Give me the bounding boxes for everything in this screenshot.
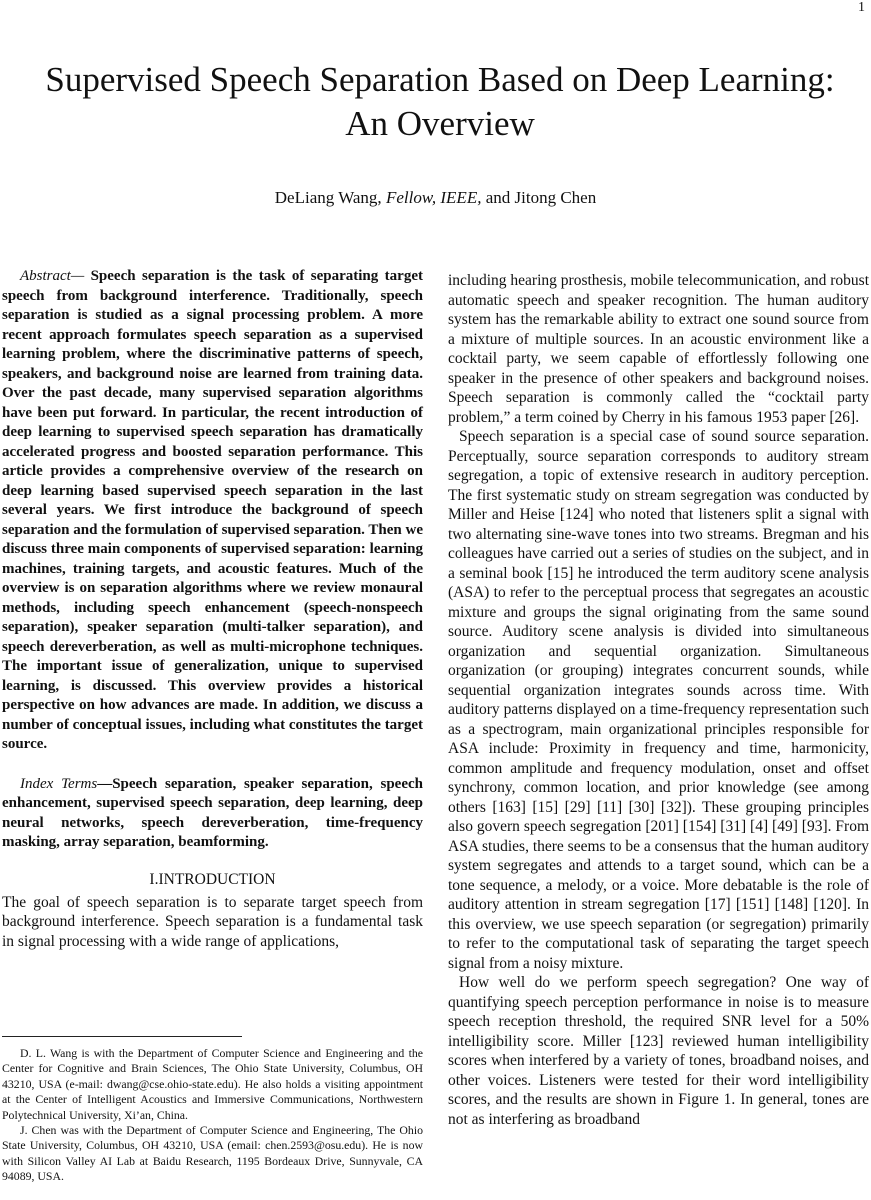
author-fellow: Fellow, IEEE, [385,188,482,207]
author-names: DeLiang Wang, [274,188,382,207]
right-column [448,271,869,1129]
author-names-second: and Jitong Chen [485,188,597,207]
footnote-chen: J. Chen was with the Department of Computer Science and Engineering, The Ohio State University, Columbus, OH 43210, USA (email: chen.2593@osu.edu). He is now with Silicon Valley AI Lab at Baidu Research, 1195 Bordeaux Drive, Sunnyvale, CA 94089, USA. [2,1123,423,1184]
intro-paragraph-performance: How well do we perform speech segregation? One way of quantifying speech perception performance in noise is to measure speech reception threshold, the required SNR level for a 50% intelligibility score. Miller [123] reviewed human intelligibility scores when interfered by a variety of tones, broadband noises, and other voices. Listeners were tested for their word intelligibility scores, and the results are shown in Figure 1. In general, tones are not as interfering as broadband [448,974,869,1128]
index-terms-text: —Speech separation, speaker separation, speech enhancement, supervised speech separation, deep learning, deep neural networks, speech dereverberation, time-frequency masking, array separation, beamforming. [2,775,423,850]
abstract [2,267,423,755]
index-terms [2,775,423,853]
intro-paragraph-continued: including hearing prosthesis, mobile telecommunication, and robust automatic speech and speaker recognition. The human auditory system has the remarkable ability to extract one sound source from a mixture of multiple sources. In an acoustic environment like a cocktail party, we seem capable of effortlessly following one speaker in the presence of other speakers and background noises. Speech separation is commonly called the “cocktail party problem,” a term coined by Cherry in his famous 1953 paper [26]. [448,272,869,426]
footnote-wang: D. L. Wang is with the Department of Computer Science and Engineering and the Center for Cognitive and Brain Sciences, The Ohio State University, Columbus, OH 43210, USA (e-mail: dwang@cse.ohio-state.edu). He also holds a visiting appointment at the Center of Intelligent Acoustics and Immersive Communications, Northwestern Polytechnical University, Xi’an, China. [2,1046,423,1122]
footnote-divider [2,1036,242,1037]
footnotes [2,1046,423,1185]
left-column [2,267,423,951]
intro-paragraph-start: The goal of speech separation is to separate target speech from background interference. Speech separation is a fundamental task in signal processing with a wide range of applications, [2,893,423,950]
section-heading-introduction: I.INTRODUCTION [149,870,276,888]
abstract-label: Abstract— [20,268,85,284]
intro-paragraph-asa: Speech separation is a special case of sound source separation. Perceptually, source separation corresponds to auditory stream segregation, a topic of extensive research in auditory perception. The first systematic study on stream segregation was conducted by Miller and Heise [124] who noted that listeners split a signal with two alternating sine-wave tones into two streams. Bregman and his colleagues have carried out a series of studies on the subject, and in a seminal book [15] he introduced the term auditory scene analysis (ASA) to refer to the perceptual process that segregates an acoustic mixture and groups the signal originating from the same sound source. Auditory scene analysis is divided into simultaneous organization and sequential organization. Simultaneous organization (or grouping) integrates concurrent sounds, while sequential organization integrates sounds across time. With auditory patterns displayed on a time-frequency representation such as a spectrogram, main organizational principles responsible for ASA include: Proximity in frequency and time, harmonicity, common amplitude and frequency modulation, onset and offset synchrony, common location, and prior knowledge (see among others [163] [15] [29] [11] [30] [32]). These grouping principles also govern speech segregation [201] [154] [31] [4] [49] [93]. From ASA studies, there seems to be a consensus that the human auditory system segregates and attends to a target sound, which can be a tone sequence, a melody, or a voice. More debatable is the role of auditory attention in stream segregation [17] [151] [148] [120]. In this overview, we use speech separation (or segregation) primarily to refer to the computational task of separating the target speech signal from a noisy mixture. [448,428,870,972]
page-number: 1 [858,0,865,15]
author-line [0,188,871,208]
abstract-text: Speech separation is the task of separating target speech from background interference. Traditionally, speech separation is studied as a signal processing problem. A more recent approach formulates speech separation as a supervised learning problem, where the discriminative patterns of speech, speakers, and background noise are learned from training data. Over the past decade, many supervised separation algorithms have been put forward. In particular, the recent introduction of deep learning to supervised speech separation has dramatically accelerated progress and boosted separation performance. This article provides a comprehensive overview of the research on deep learning based supervised speech separation in the last several years. We first introduce the background of speech separation and the formulation of supervised separation. Then we discuss three main components of supervised separation: learning machines, training targets, and acoustic features. Much of the overview is on separation algorithms where we review monaural methods, including speech enhancement (speech-nonspeech separation), speaker separation (multi-talker separation), and speech dereverberation, as well as multi-microphone techniques. The important issue of generalization, unique to supervised learning, is discussed. This overview provides a historical perspective on how advances are made. In addition, we discuss a number of conceptual issues, including what constitutes the target source. [2,268,423,752]
index-terms-label: Index Terms [20,775,98,792]
paper-title: Supervised Speech Separation Based on Deep Learning: An Overview [45,60,835,143]
